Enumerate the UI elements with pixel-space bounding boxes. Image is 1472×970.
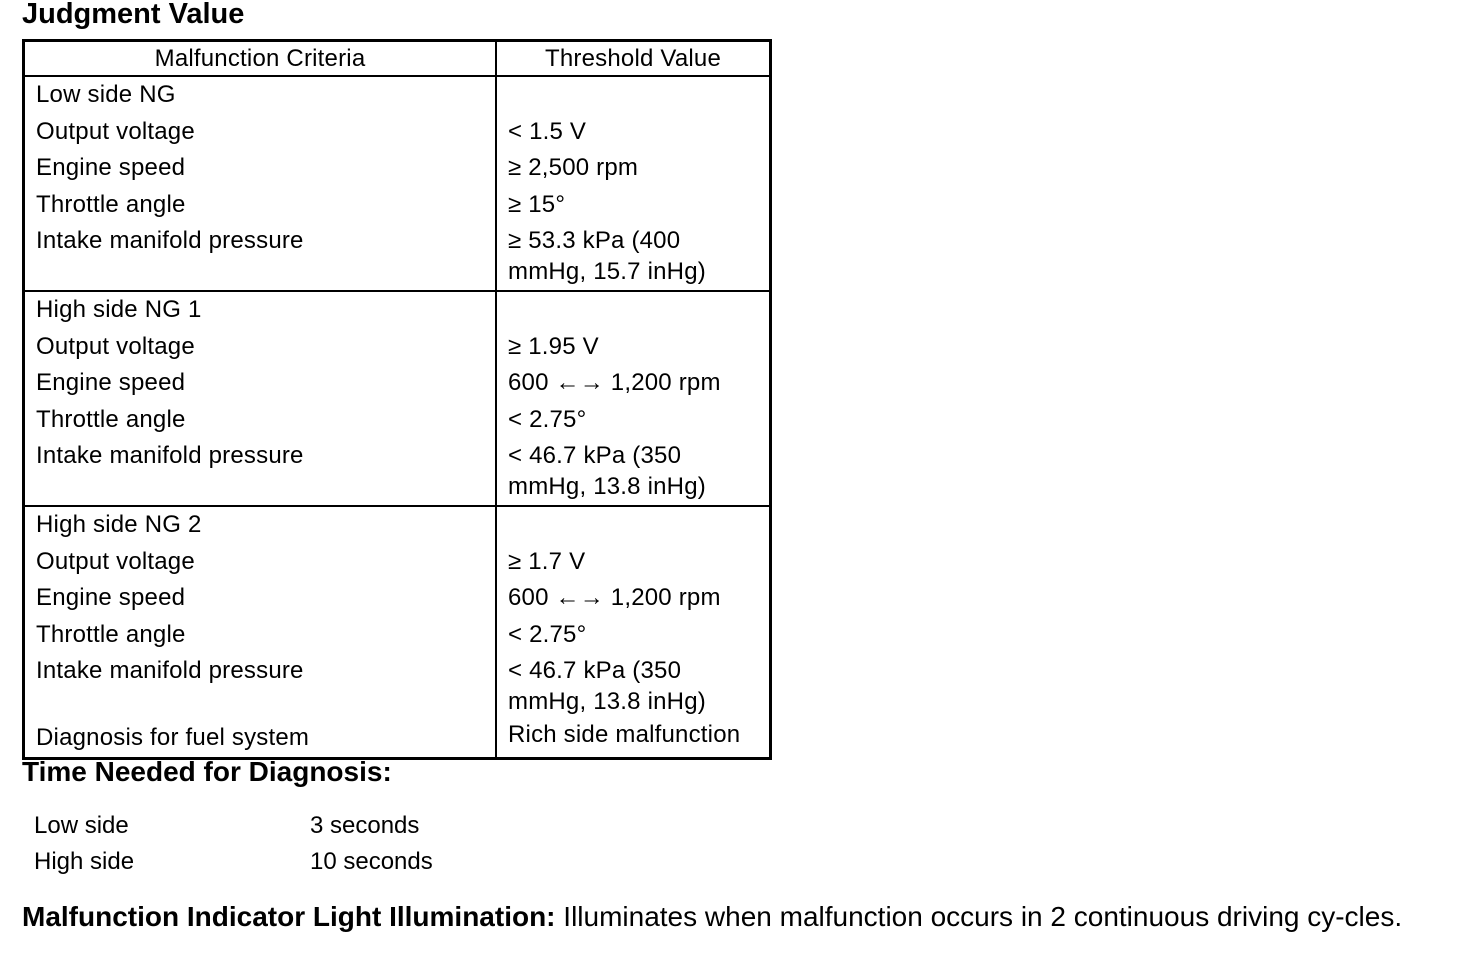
time-value: 3 seconds [310, 812, 420, 839]
criterion: Output voltage [36, 332, 195, 360]
time-needed-heading: Time Needed for Diagnosis: [22, 756, 392, 787]
time-label: High side [34, 848, 135, 875]
threshold: 600 ←→ 1,200 rpm [508, 369, 721, 396]
group-title: High side NG 2 [36, 511, 202, 538]
page-title: Judgment Value [22, 0, 245, 30]
mil-text: Illuminates when malfunction occurs in 2 continuous driving cy-cles. [555, 901, 1403, 932]
threshold-cell [496, 76, 771, 291]
threshold: ≥ 1.7 V [508, 547, 586, 575]
threshold: ≥ 1.95 V [508, 332, 599, 360]
threshold-line-2: mmHg, 13.8 inHg) [508, 687, 706, 715]
table-row-high-side-ng-1 [24, 291, 771, 506]
group-title: High side NG 1 [36, 296, 202, 323]
threshold-multiline [497, 223, 769, 287]
criterion: Throttle angle [36, 190, 186, 218]
threshold-blank [497, 507, 769, 544]
criterion: Output voltage [36, 117, 195, 145]
threshold-cell [496, 506, 771, 758]
threshold-line-2: mmHg, 13.8 inHg) [508, 472, 706, 500]
criterion: Engine speed [36, 369, 186, 396]
table-row-low-side-ng [24, 76, 771, 291]
table-header-row [24, 41, 771, 77]
threshold-multiline [497, 438, 769, 502]
threshold: 600 ←→ 1,200 rpm [508, 584, 721, 611]
criteria-cell [24, 291, 497, 506]
threshold-line-1: < 46.7 kPa (350 [508, 442, 682, 469]
threshold-blank [497, 77, 769, 114]
threshold-line-2: mmHg, 15.7 inHg) [508, 257, 706, 285]
criterion: Throttle angle [36, 620, 186, 648]
time-row-high-side [34, 848, 433, 876]
judgment-value-table [22, 39, 772, 760]
threshold: < 2.75° [508, 620, 587, 648]
column-header-threshold: Threshold Value [496, 41, 771, 77]
table-row-high-side-ng-2 [24, 506, 771, 758]
criterion: Engine speed [36, 154, 186, 181]
criterion: Intake manifold pressure [36, 657, 304, 684]
mil-paragraph [22, 900, 1462, 934]
criterion: Intake manifold pressure [36, 227, 304, 254]
criteria-cell [24, 506, 497, 758]
threshold: ≥ 15° [508, 190, 566, 218]
column-header-criteria: Malfunction Criteria [24, 41, 497, 77]
time-value: 10 seconds [310, 848, 433, 875]
criterion: Throttle angle [36, 405, 186, 433]
threshold-line-1: ≥ 53.3 kPa (400 [508, 227, 681, 254]
threshold-line-1: < 46.7 kPa (350 [508, 657, 682, 684]
threshold: ≥ 2,500 rpm [508, 154, 639, 181]
criterion: Engine speed [36, 584, 186, 611]
threshold-multiline [497, 653, 769, 717]
time-label: Low side [34, 812, 129, 839]
group-title: Low side NG [36, 81, 176, 108]
time-row-low-side [34, 812, 419, 840]
criterion: Output voltage [36, 547, 195, 575]
mil-label: Malfunction Indicator Light Illumination: [22, 901, 556, 932]
criterion: Intake manifold pressure [36, 442, 304, 469]
threshold-blank [497, 292, 769, 329]
criteria-cell [24, 76, 497, 291]
threshold: Rich side malfunction [508, 721, 741, 748]
criterion: Diagnosis for fuel system [36, 724, 310, 751]
threshold: < 1.5 V [508, 117, 587, 145]
threshold: < 2.75° [508, 405, 587, 433]
threshold-cell [496, 291, 771, 506]
